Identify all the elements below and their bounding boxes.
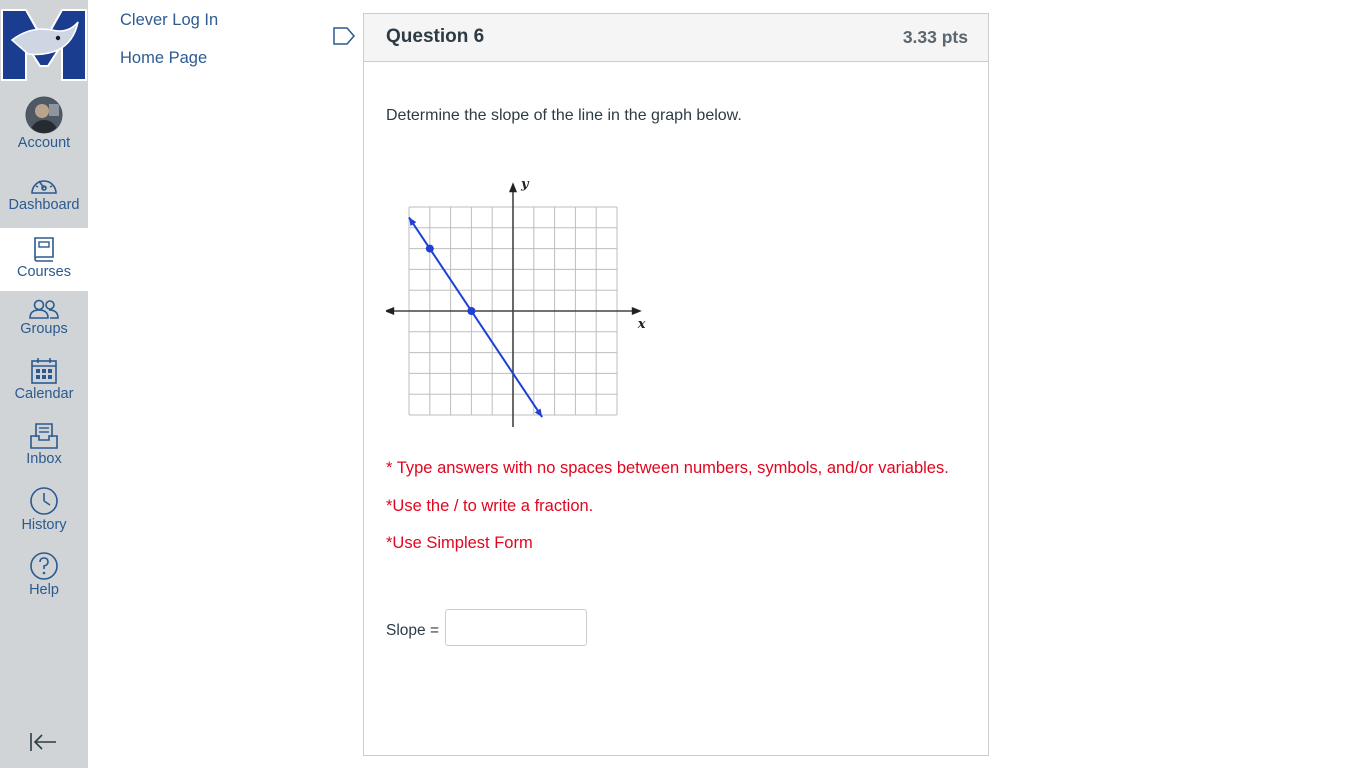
nav-label: History xyxy=(21,517,67,533)
nav-label: Account xyxy=(17,135,71,151)
nav-label: Courses xyxy=(17,264,71,280)
help-icon xyxy=(29,551,59,581)
x-axis-arrow-right xyxy=(632,307,642,315)
groups-icon xyxy=(28,298,60,320)
nav-label: Groups xyxy=(20,321,68,337)
nav-dashboard[interactable] xyxy=(0,174,88,224)
school-logo[interactable] xyxy=(0,0,88,84)
graph-point xyxy=(426,245,434,253)
courses-icon xyxy=(31,235,57,263)
nav-history[interactable] xyxy=(0,486,88,536)
y-axis-label: y xyxy=(521,177,529,193)
nav-courses[interactable] xyxy=(0,228,88,291)
question-box xyxy=(363,13,989,756)
course-nav-home-page[interactable]: Home Page xyxy=(120,49,208,67)
flag-question-icon[interactable] xyxy=(332,26,356,46)
x-axis-label: x xyxy=(637,317,646,332)
inbox-icon xyxy=(29,422,59,450)
graph-axes xyxy=(386,182,642,427)
nav-groups[interactable] xyxy=(0,298,88,342)
nav-calendar[interactable] xyxy=(0,357,88,407)
slope-label: Slope = xyxy=(386,622,440,639)
question-points: 3.33 pts xyxy=(902,27,968,47)
instruction-note: * Type answers with no spaces between numbers, symbols, and/or variables. xyxy=(386,459,949,477)
x-axis-arrow-left xyxy=(386,307,394,315)
nav-label: Inbox xyxy=(26,451,62,467)
nav-label: Calendar xyxy=(14,386,74,402)
y-axis-arrow-up xyxy=(509,182,517,192)
nav-label: Help xyxy=(29,582,59,598)
nav-account[interactable] xyxy=(0,96,88,156)
instruction-note: *Use the / to write a fraction. xyxy=(386,497,594,515)
question-header xyxy=(364,14,988,62)
slope-answer-input[interactable] xyxy=(445,609,587,646)
collapse-nav-icon[interactable] xyxy=(28,731,60,753)
nav-help[interactable] xyxy=(0,551,88,601)
history-icon xyxy=(29,486,59,516)
coordinate-graph xyxy=(386,171,646,427)
calendar-icon xyxy=(30,357,58,385)
instruction-note: *Use Simplest Form xyxy=(386,534,533,552)
course-nav-clever-log-in[interactable]: Clever Log In xyxy=(120,11,219,29)
question-title: Question 6 xyxy=(386,26,485,47)
nav-inbox[interactable] xyxy=(0,422,88,472)
nav-label: Dashboard xyxy=(8,197,80,213)
question-text: Determine the slope of the line in the graph below. xyxy=(386,107,742,124)
avatar xyxy=(25,96,63,134)
graph-point xyxy=(467,307,475,315)
dashboard-icon xyxy=(29,174,59,196)
global-nav xyxy=(0,0,88,768)
